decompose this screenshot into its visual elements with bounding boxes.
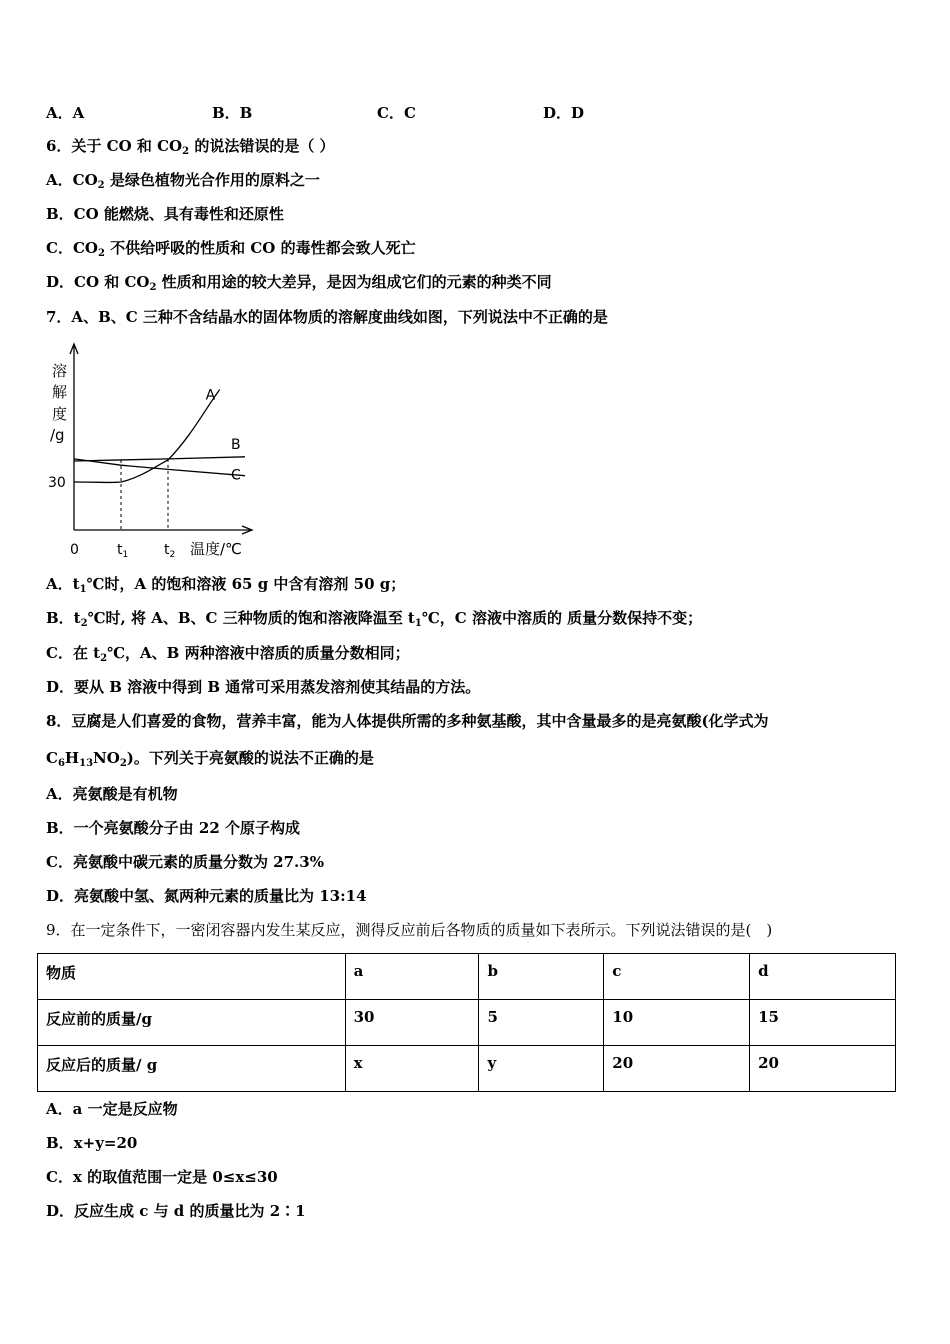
table-cell: 10 <box>604 1000 750 1046</box>
q6-option-d: D．CO 和 $CO_2$ 性质和用途的较大差异，是因为组成它们的元素的种类不同 <box>46 273 552 293</box>
mass-table <box>37 953 896 1092</box>
q7-option-c: C．在 $t_2℃$，A、B 两种溶液中溶质的质量分数相同； <box>46 644 410 664</box>
q6-stem: 6．关于 CO 和 $CO_2$ 的说法错误的是（ ） <box>46 137 335 157</box>
x-tick-1-sub: 1 <box>122 550 129 560</box>
y-tick-30: 30 <box>48 475 66 491</box>
chart-series <box>74 387 245 483</box>
x-tick-2-sub: 2 <box>169 550 176 560</box>
table-cell: 20 <box>750 1046 896 1092</box>
table-cell: y <box>479 1046 604 1092</box>
solubility-chart <box>40 340 270 565</box>
table-cell: 15 <box>750 1000 896 1046</box>
series-a-label: A <box>205 387 216 404</box>
q9-option-a: A．a 一定是反应物 <box>46 1100 178 1118</box>
q5-option-b: B．B <box>212 104 253 122</box>
y-label-0: 溶 <box>52 362 68 380</box>
table-cell: 反应前的质量/g <box>38 1000 346 1046</box>
q7-option-b: B．$t_2℃$时, 将 A、B、C 三种物质的饱和溶液降温至 $t_1℃$，C 溶液中溶质的 质量分数保持不变； <box>46 609 703 629</box>
q9-option-c: C．x 的取值范围一定是 0≤x≤30 <box>46 1168 278 1186</box>
table-cell: x <box>345 1046 479 1092</box>
q7-option-a: A．$t_1℃$时，A 的饱和溶液 65 g 中含有溶剂 50 g； <box>46 575 406 595</box>
q6-option-b: B．CO 能燃烧、具有毒性和还原性 <box>46 205 284 223</box>
x-tick-2: $t_2$ <box>164 542 176 560</box>
x-tick-0: 0 <box>70 542 79 558</box>
q5-option-a: A．A <box>46 104 85 122</box>
q7-option-d: D．要从 B 溶液中得到 B 通常可采用蒸发溶剂使其结晶的方法。 <box>46 678 481 696</box>
q6-option-a: A．$CO_2$ 是绿色植物光合作用的原料之一 <box>46 171 320 191</box>
y-label-3: /g <box>50 426 65 444</box>
q5-option-c: C．C <box>377 104 416 122</box>
q8-option-a: A．亮氨酸是有机物 <box>46 785 178 803</box>
q8-option-d: D．亮氨酸中氢、氮两种元素的质量比为 13:14 <box>46 887 367 905</box>
x-axis-label: 温度/℃ <box>190 540 242 558</box>
table-cell: 物质 <box>38 954 346 1000</box>
table-cell: c <box>604 954 750 1000</box>
table-cell: 30 <box>345 1000 479 1046</box>
q9-option-b: B．x+y=20 <box>46 1134 138 1152</box>
chart-axes <box>70 344 252 534</box>
table-cell: b <box>479 954 604 1000</box>
chart-guides <box>121 459 168 530</box>
q8-option-c: C．亮氨酸中碳元素的质量分数为 27.3% <box>46 853 324 871</box>
q8-stem-line2: $C_6H_{13}NO_2$)。下列关于亮氨酸的说法不正确的是 <box>46 749 374 769</box>
table-cell: 反应后的质量/ g <box>38 1046 346 1092</box>
q9-stem: 9．在一定条件下，一密闭容器内发生某反应，测得反应前后各物质的质量如下表所示。下列说法错误的是( ) <box>46 921 773 939</box>
q9-option-d: D．反应生成 c 与 d 的质量比为 2∶1 <box>46 1202 306 1220</box>
series-b-label: B <box>231 436 241 453</box>
q8-stem-line1: 8．豆腐是人们喜爱的食物，营养丰富，能为人体提供所需的多种氨基酸，其中含量最多的是亮氨酸(化学式为 <box>46 712 769 730</box>
series-c-line <box>74 459 245 476</box>
table-cell: a <box>345 954 479 1000</box>
q8-option-b: B．一个亮氨酸分子由 22 个原子构成 <box>46 819 300 837</box>
x-tick-1: $t_1$ <box>117 542 129 560</box>
series-a-curve <box>74 387 220 483</box>
q6-option-c: C．$CO_2$ 不供给呼吸的性质和 CO 的毒性都会致人死亡 <box>46 239 416 259</box>
table-row <box>38 954 896 1000</box>
table-row <box>38 1046 896 1092</box>
table-cell: 20 <box>604 1046 750 1092</box>
chart-labels <box>48 388 242 560</box>
table-row <box>38 1000 896 1046</box>
q5-options <box>46 102 746 122</box>
y-label-2: 度 <box>52 405 68 423</box>
q7-stem: 7．A、B、C 三种不含结晶水的固体物质的溶解度曲线如图，下列说法中不正确的是 <box>46 308 608 326</box>
series-b-line <box>74 457 245 461</box>
series-c-label: C <box>231 467 241 484</box>
table-cell: 5 <box>479 1000 604 1046</box>
table-cell: d <box>750 954 896 1000</box>
y-label-1: 解 <box>52 383 68 401</box>
q5-option-d: D．D <box>543 104 585 122</box>
